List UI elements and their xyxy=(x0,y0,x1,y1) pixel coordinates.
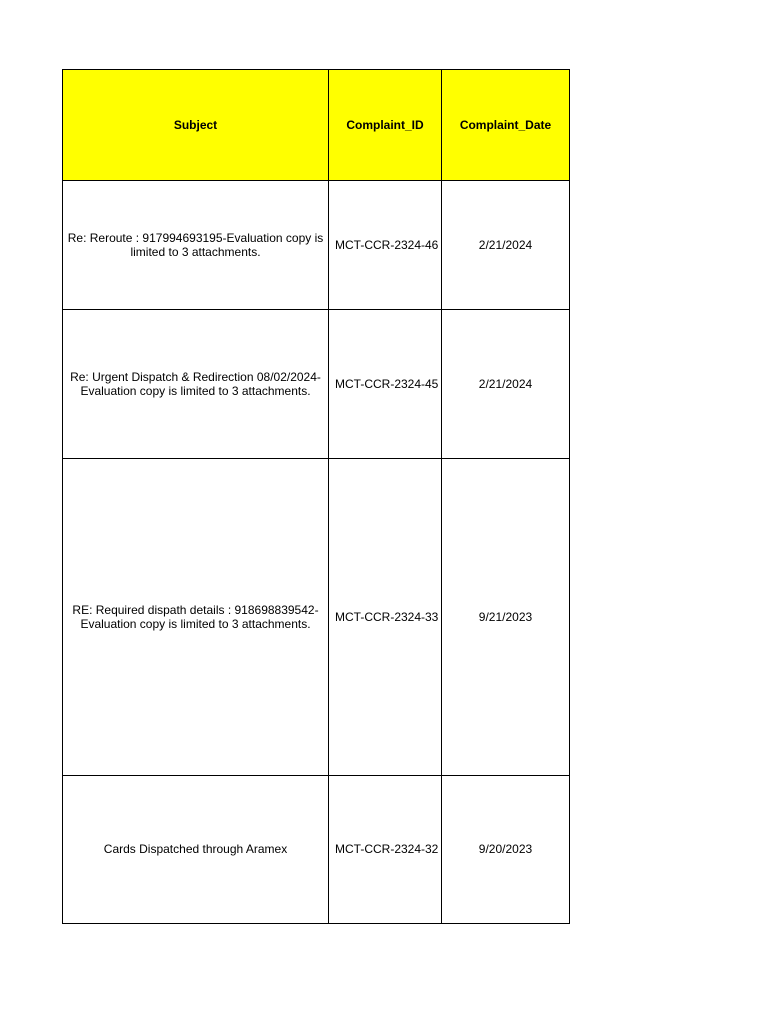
cell-complaint-id[interactable]: MCT-CCR-2324-33 xyxy=(329,459,442,776)
cell-complaint-date[interactable]: 2/21/2024 xyxy=(442,310,570,459)
table-row xyxy=(63,310,570,459)
cell-subject[interactable]: RE: Required dispath details : 918698839542-Evaluation copy is limited to 3 attachments. xyxy=(63,459,329,776)
header-row xyxy=(63,70,570,181)
table-row xyxy=(63,776,570,924)
cell-complaint-id[interactable]: MCT-CCR-2324-46 xyxy=(329,181,442,310)
cell-complaint-id[interactable]: MCT-CCR-2324-45 xyxy=(329,310,442,459)
cell-complaint-date[interactable]: 2/21/2024 xyxy=(442,181,570,310)
complaints-table xyxy=(62,69,570,924)
table-row xyxy=(63,459,570,776)
cell-complaint-id[interactable]: MCT-CCR-2324-32 xyxy=(329,776,442,924)
cell-subject[interactable]: Cards Dispatched through Aramex xyxy=(63,776,329,924)
header-complaint-id[interactable]: Complaint_ID xyxy=(329,70,442,181)
table-row xyxy=(63,181,570,310)
cell-complaint-date[interactable]: 9/20/2023 xyxy=(442,776,570,924)
header-subject[interactable]: Subject xyxy=(63,70,329,181)
header-complaint-date[interactable]: Complaint_Date xyxy=(442,70,570,181)
cell-subject[interactable]: Re: Reroute : 917994693195-Evaluation copy is limited to 3 attachments. xyxy=(63,181,329,310)
cell-complaint-date[interactable]: 9/21/2023 xyxy=(442,459,570,776)
cell-subject[interactable]: Re: Urgent Dispatch & Redirection 08/02/2024-Evaluation copy is limited to 3 attachments. xyxy=(63,310,329,459)
